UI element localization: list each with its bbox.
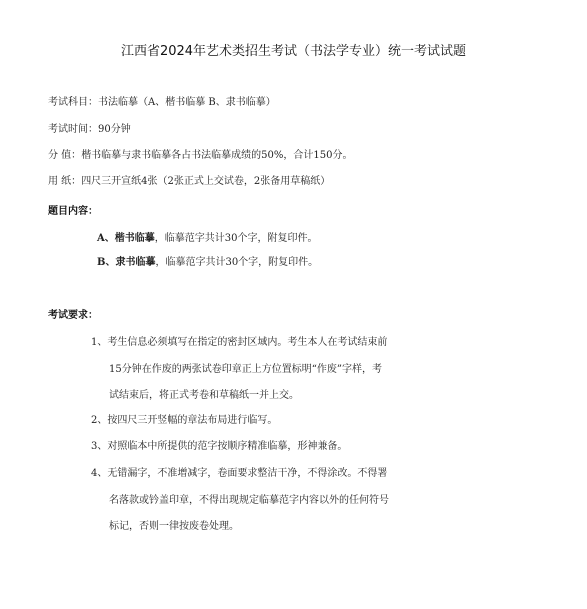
requirement-4-line-2: 名落款或钤盖印章，不得出现规定临摹范字内容以外的任何符号	[109, 495, 389, 506]
requirement-4	[91, 464, 387, 479]
content-item-b-text: ，临摹范字共计30个字，附复印件。	[155, 257, 319, 268]
subject-label: 考试科目：	[48, 97, 98, 108]
content-item-b-tag: B、隶书临摹	[97, 257, 156, 268]
paper-label: 用 纸：	[48, 176, 82, 187]
score-label: 分 值：	[48, 150, 82, 161]
content-heading: 题目内容：	[48, 206, 98, 217]
requirement-number: 4、	[91, 468, 108, 479]
requirement-2	[91, 411, 277, 426]
requirements-heading: 考试要求：	[48, 310, 98, 321]
time-label: 考试时间：	[48, 124, 98, 135]
document-title: 江西省2024年艺术类招生考试（书法学专业）统一考试试题	[120, 44, 467, 59]
content-item-a-tag: A、楷书临摹	[97, 233, 155, 244]
paper-line	[48, 175, 330, 189]
requirement-number: 3、	[91, 441, 108, 452]
requirement-number: 2、	[91, 415, 108, 426]
requirement-4-line-3: 标记，否则一律按废卷处理。	[109, 521, 239, 532]
content-item-a	[97, 229, 318, 244]
requirement-3	[91, 437, 347, 452]
content-item-b	[97, 253, 318, 268]
requirement-1	[91, 333, 387, 348]
requirement-number: 1、	[91, 337, 108, 348]
requirement-text: 按四尺三开竖幅的章法布局进行临写。	[107, 415, 278, 426]
requirement-1-line-3: 试结束后，将正式考卷和草稿纸一并上交。	[109, 390, 299, 401]
requirement-text: 无错漏字，不准增减字，卷面要求整洁干净，不得涂改。不得署	[107, 468, 388, 479]
requirement-text: 对照临本中所提供的范字按顺序精准临摹，形神兼备。	[107, 441, 348, 452]
time-line	[48, 123, 131, 137]
subject-value: 书法临摹（A、楷书临摹 B、隶书临摹）	[98, 97, 276, 108]
requirement-1-line-2: 15分钟在作废的两张试卷印章正上方位置标明“作废”字样，考	[109, 364, 382, 375]
requirement-text: 考生信息必须填写在指定的密封区域内。考生本人在考试结束前	[107, 337, 388, 348]
score-line	[48, 149, 353, 163]
content-item-a-text: ，临摹范字共计30个字，附复印件。	[154, 233, 318, 244]
subject-line	[48, 96, 276, 110]
paper-value: 四尺三开宣纸4张（2张正式上交试卷，2张备用草稿纸）	[81, 176, 331, 187]
time-value: 90分钟	[98, 124, 131, 135]
score-value: 楷书临摹与隶书临摹各占书法临摹成绩的50%，合计150分。	[81, 150, 353, 161]
